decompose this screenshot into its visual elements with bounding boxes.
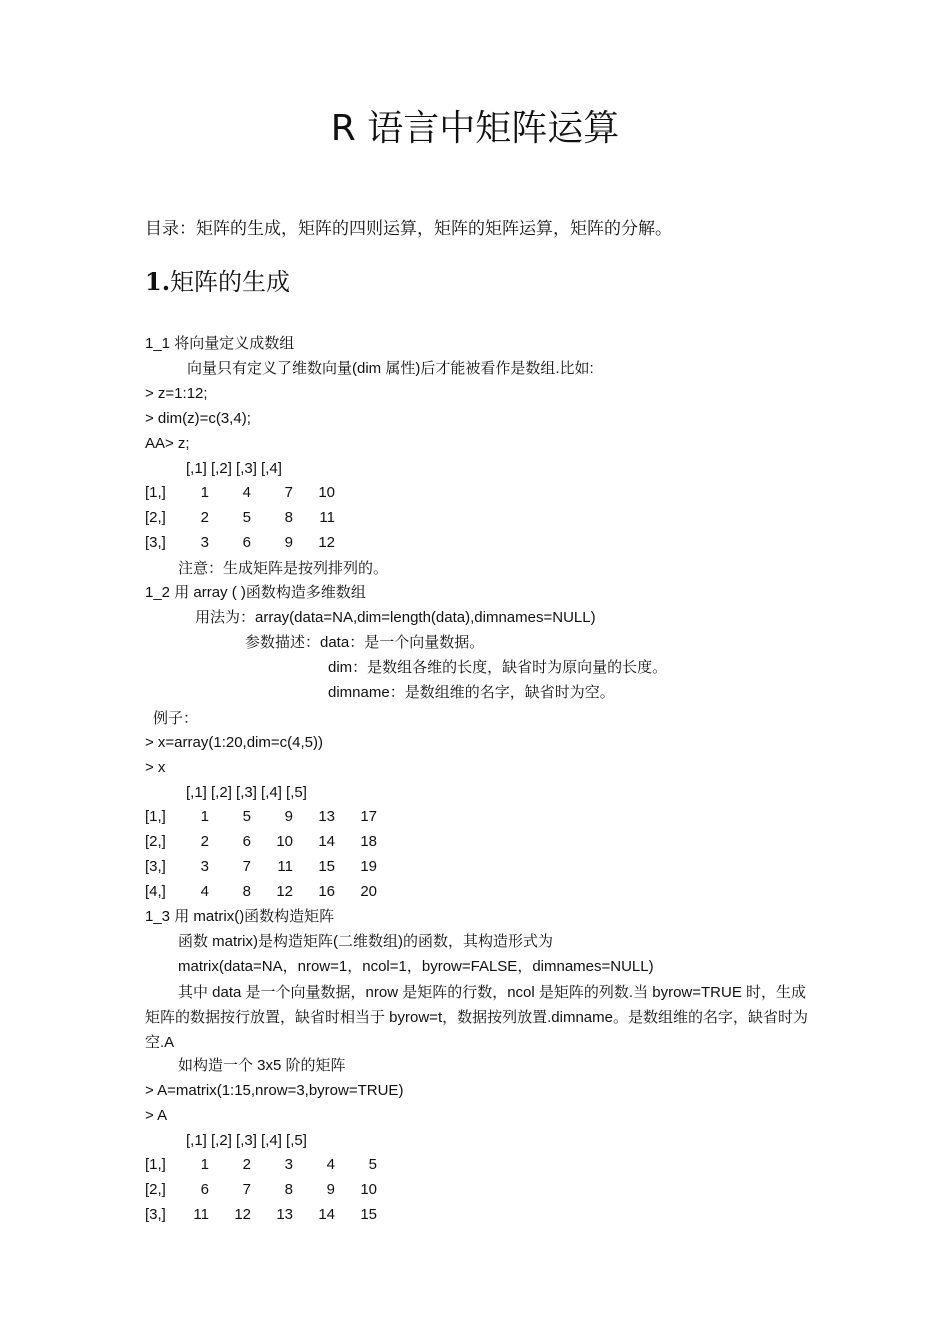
matrix-cell: 2 xyxy=(242,1156,251,1173)
matrix-cell: 6 xyxy=(242,833,251,850)
matrix-cell: 9 xyxy=(326,1181,335,1198)
table-of-contents: 目录：矩阵的生成，矩阵的四则运算，矩阵的矩阵运算，矩阵的分解。 xyxy=(145,219,672,239)
matrix-cell: 16 xyxy=(318,883,335,900)
code-line: > x=array(1:20,dim=c(4,5)) xyxy=(145,734,323,751)
matrix-cell: 3 xyxy=(200,534,209,551)
matrix-cell: 4 xyxy=(200,883,209,900)
example-label: 例子： xyxy=(153,709,199,727)
matrix-column-header: [,1] [,2] [,3] [,4] [,5] xyxy=(186,1132,307,1149)
description: 向量只有定义了维数向量(dim 属性)后才能被看作是数组.比如: xyxy=(187,360,594,377)
section-heading xyxy=(145,262,290,297)
code-line: > x xyxy=(145,759,166,776)
row-label: [2,] xyxy=(145,509,166,526)
matrix-cell: 8 xyxy=(284,1181,293,1198)
matrix-cell: 2 xyxy=(200,833,209,850)
row-label: [4,] xyxy=(145,883,166,900)
matrix-cell: 11 xyxy=(319,509,335,526)
matrix-cell: 12 xyxy=(318,534,335,551)
matrix-column-header: [,1] [,2] [,3] [,4] xyxy=(186,460,282,477)
matrix-cell: 3 xyxy=(284,1156,293,1173)
matrix-cell: 14 xyxy=(318,1206,335,1223)
matrix-cell: 2 xyxy=(200,509,209,526)
description: 函数 matrix)是构造矩阵(二维数组)的函数，其构造形式为 xyxy=(178,933,553,950)
matrix-cell: 5 xyxy=(242,808,251,825)
matrix-cell: 1 xyxy=(200,1156,209,1173)
matrix-cell: 3 xyxy=(200,858,209,875)
section-number: 1. xyxy=(145,267,171,296)
note: 注意：生成矩阵是按列排列的。 xyxy=(178,559,389,577)
matrix-cell: 17 xyxy=(360,808,377,825)
matrix-cell: 10 xyxy=(276,833,293,850)
section-title: 矩阵的生成 xyxy=(170,268,291,296)
example-label: 如构造一个 3x5 阶的矩阵 xyxy=(178,1057,346,1074)
row-label: [1,] xyxy=(145,484,166,501)
subsection-heading: 1_2 用 array ( )函数构造多维数组 xyxy=(145,584,366,601)
row-label: [3,] xyxy=(145,534,166,551)
matrix-cell: 5 xyxy=(368,1156,377,1173)
matrix-cell: 7 xyxy=(242,1181,251,1198)
matrix-cell: 13 xyxy=(318,808,335,825)
matrix-cell: 13 xyxy=(276,1206,293,1223)
code-line: > z=1:12; xyxy=(145,385,208,402)
matrix-cell: 5 xyxy=(242,509,251,526)
matrix-cell: 6 xyxy=(242,534,251,551)
matrix-cell: 20 xyxy=(360,883,377,900)
paragraph-text: 其中 data 是一个向量数据，nrow 是矩阵的行数，ncol 是矩阵的列数.当 byrow=TRUE 时，生成矩阵的数据按行放置，缺省时相当于 byrow=t，数据按列放置.dimname。是数组维的名字，缺省时为空.A xyxy=(145,984,808,1051)
param-description: dim：是数组各维的长度，缺省时为原向量的长度。 xyxy=(328,659,668,676)
matrix-cell: 8 xyxy=(242,883,251,900)
paragraph xyxy=(145,980,815,1055)
row-label: [2,] xyxy=(145,833,166,850)
page-title: R 语言中矩阵运算 xyxy=(330,108,620,149)
code-line: > A=matrix(1:15,nrow=3,byrow=TRUE) xyxy=(145,1082,404,1099)
matrix-column-header: [,1] [,2] [,3] [,4] [,5] xyxy=(186,784,307,801)
param-description: dimname：是数组维的名字，缺省时为空。 xyxy=(328,684,615,701)
matrix-cell: 19 xyxy=(360,858,377,875)
matrix-cell: 15 xyxy=(318,858,335,875)
code-line: > dim(z)=c(3,4); xyxy=(145,410,251,427)
matrix-cell: 6 xyxy=(200,1181,209,1198)
matrix-cell: 1 xyxy=(200,808,209,825)
matrix-cell: 10 xyxy=(360,1181,377,1198)
matrix-cell: 15 xyxy=(360,1206,377,1223)
code-line: AA> z; xyxy=(145,435,190,452)
matrix-cell: 11 xyxy=(277,858,293,875)
matrix-cell: 7 xyxy=(284,484,293,501)
matrix-cell: 14 xyxy=(318,833,335,850)
matrix-cell: 10 xyxy=(318,484,335,501)
description: matrix(data=NA，nrow=1，ncol=1，byrow=FALSE，dimnames=NULL) xyxy=(178,958,654,975)
subsection-heading: 1_3 用 matrix()函数构造矩阵 xyxy=(145,908,335,925)
matrix-cell: 9 xyxy=(284,534,293,551)
row-label: [3,] xyxy=(145,858,166,875)
row-label: [2,] xyxy=(145,1181,166,1198)
matrix-cell: 12 xyxy=(276,883,293,900)
subsection-heading: 1_1 将向量定义成数组 xyxy=(145,335,295,352)
matrix-cell: 12 xyxy=(234,1206,251,1223)
row-label: [1,] xyxy=(145,808,166,825)
code-line: > A xyxy=(145,1107,168,1124)
matrix-cell: 4 xyxy=(326,1156,335,1173)
matrix-cell: 4 xyxy=(242,484,251,501)
matrix-cell: 11 xyxy=(193,1206,209,1223)
matrix-cell: 9 xyxy=(284,808,293,825)
row-label: [3,] xyxy=(145,1206,166,1223)
matrix-cell: 7 xyxy=(242,858,251,875)
matrix-cell: 1 xyxy=(200,484,209,501)
row-label: [1,] xyxy=(145,1156,166,1173)
matrix-cell: 8 xyxy=(284,509,293,526)
matrix-cell: 18 xyxy=(360,833,377,850)
param-description: 参数描述：data：是一个向量数据。 xyxy=(245,634,485,651)
usage-line: 用法为：array(data=NA,dim=length(data),dimnames=NULL) xyxy=(195,609,596,626)
